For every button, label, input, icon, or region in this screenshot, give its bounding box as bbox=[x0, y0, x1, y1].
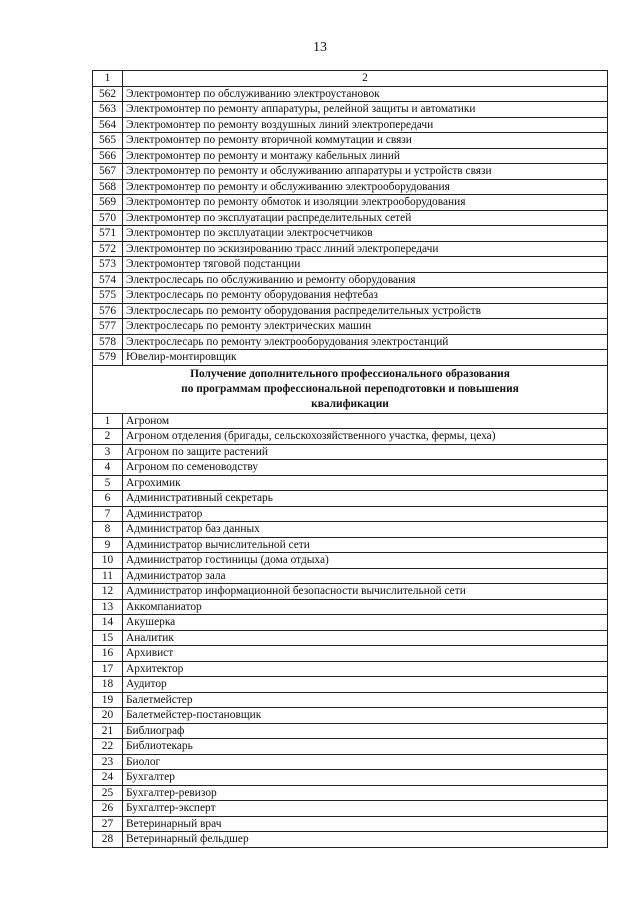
profession-name: Администратор bbox=[123, 506, 608, 522]
profession-name: Биолог bbox=[123, 754, 608, 770]
row-number: 563 bbox=[93, 102, 123, 118]
table-row bbox=[93, 615, 608, 631]
row-number: 579 bbox=[93, 350, 123, 366]
table-row bbox=[93, 272, 608, 288]
row-number: 13 bbox=[93, 599, 123, 615]
row-number: 564 bbox=[93, 117, 123, 133]
table-row bbox=[93, 770, 608, 786]
row-number: 20 bbox=[93, 708, 123, 724]
row-number: 25 bbox=[93, 785, 123, 801]
profession-name: Электрослесарь по обслуживанию и ремонту оборудования bbox=[123, 272, 608, 288]
row-number: 21 bbox=[93, 723, 123, 739]
profession-name: Акушерка bbox=[123, 615, 608, 631]
profession-name: Электромонтер по эксплуатации распределительных сетей bbox=[123, 210, 608, 226]
table-row bbox=[93, 195, 608, 211]
row-number: 22 bbox=[93, 739, 123, 755]
table-row bbox=[93, 226, 608, 242]
table-row bbox=[93, 288, 608, 304]
profession-name: Бухгалтер bbox=[123, 770, 608, 786]
table-row bbox=[93, 444, 608, 460]
profession-name: Бухгалтер-ревизор bbox=[123, 785, 608, 801]
profession-name: Электромонтер по эксплуатации электросчетчиков bbox=[123, 226, 608, 242]
table-row bbox=[93, 785, 608, 801]
table-row bbox=[93, 661, 608, 677]
table-row bbox=[93, 568, 608, 584]
row-number: 28 bbox=[93, 832, 123, 848]
profession-name: Ветеринарный врач bbox=[123, 816, 608, 832]
table-row bbox=[93, 553, 608, 569]
profession-name: Ветеринарный фельдшер bbox=[123, 832, 608, 848]
profession-name: Аудитор bbox=[123, 677, 608, 693]
profession-name: Электромонтер по эскизированию трасс линий электропередачи bbox=[123, 241, 608, 257]
row-number: 14 bbox=[93, 615, 123, 631]
row-number: 573 bbox=[93, 257, 123, 273]
profession-name: Бухгалтер-эксперт bbox=[123, 801, 608, 817]
table-row bbox=[93, 133, 608, 149]
profession-name: Электрослесарь по ремонту электрических машин bbox=[123, 319, 608, 335]
profession-name: Аккомпаниатор bbox=[123, 599, 608, 615]
table-row bbox=[93, 646, 608, 662]
row-number: 566 bbox=[93, 148, 123, 164]
row-number: 24 bbox=[93, 770, 123, 786]
table-row bbox=[93, 491, 608, 507]
profession-name: Агроном отделения (бригады, сельскохозяйственного участка, фермы, цеха) bbox=[123, 429, 608, 445]
row-number: 26 bbox=[93, 801, 123, 817]
table-row bbox=[93, 584, 608, 600]
profession-name: Администратор баз данных bbox=[123, 522, 608, 538]
professions-table bbox=[92, 70, 608, 848]
table-row bbox=[93, 148, 608, 164]
table-row bbox=[93, 257, 608, 273]
table-row bbox=[93, 599, 608, 615]
table-row bbox=[93, 303, 608, 319]
table-row bbox=[93, 677, 608, 693]
section-header-row bbox=[93, 365, 608, 413]
profession-name: Электромонтер по ремонту и монтажу кабельных линий bbox=[123, 148, 608, 164]
row-number: 565 bbox=[93, 133, 123, 149]
table-row bbox=[93, 334, 608, 350]
table-header-row bbox=[93, 71, 608, 87]
section-title-line: Получение дополнительного профессионального образования bbox=[190, 367, 510, 380]
table-row bbox=[93, 692, 608, 708]
table-row bbox=[93, 708, 608, 724]
profession-name: Агроном bbox=[123, 413, 608, 429]
table-row bbox=[93, 413, 608, 429]
row-number: 578 bbox=[93, 334, 123, 350]
profession-name: Аналитик bbox=[123, 630, 608, 646]
profession-name: Администратор вычислительной сети bbox=[123, 537, 608, 553]
table-row bbox=[93, 630, 608, 646]
profession-name: Электромонтер тяговой подстанции bbox=[123, 257, 608, 273]
section-title-line: по программам профессиональной переподготовки и повышения bbox=[181, 382, 519, 395]
table-row bbox=[93, 816, 608, 832]
row-number: 562 bbox=[93, 86, 123, 102]
section-title-line: квалификации bbox=[311, 397, 389, 410]
table-row bbox=[93, 179, 608, 195]
table-row bbox=[93, 102, 608, 118]
table-row bbox=[93, 801, 608, 817]
row-number: 23 bbox=[93, 754, 123, 770]
table-row bbox=[93, 319, 608, 335]
profession-name: Балетмейстер bbox=[123, 692, 608, 708]
table-row bbox=[93, 754, 608, 770]
row-number: 1 bbox=[93, 413, 123, 429]
table-row bbox=[93, 164, 608, 180]
profession-name: Архивист bbox=[123, 646, 608, 662]
row-number: 9 bbox=[93, 537, 123, 553]
profession-name: Электромонтер по ремонту аппаратуры, релейной защиты и автоматики bbox=[123, 102, 608, 118]
row-number: 17 bbox=[93, 661, 123, 677]
table-row bbox=[93, 210, 608, 226]
header-col-2: 2 bbox=[123, 71, 608, 87]
row-number: 569 bbox=[93, 195, 123, 211]
row-number: 574 bbox=[93, 272, 123, 288]
profession-name: Агроном по защите растений bbox=[123, 444, 608, 460]
profession-name: Балетмейстер-постановщик bbox=[123, 708, 608, 724]
profession-name: Библиограф bbox=[123, 723, 608, 739]
row-number: 18 bbox=[93, 677, 123, 693]
profession-name: Электромонтер по ремонту воздушных линий электропередачи bbox=[123, 117, 608, 133]
row-number: 567 bbox=[93, 164, 123, 180]
profession-name: Электромонтер по ремонту обмоток и изоляции электрооборудования bbox=[123, 195, 608, 211]
profession-name: Электрослесарь по ремонту оборудования распределительных устройств bbox=[123, 303, 608, 319]
table-row bbox=[93, 350, 608, 366]
row-number: 6 bbox=[93, 491, 123, 507]
profession-name: Архитектор bbox=[123, 661, 608, 677]
table-row bbox=[93, 506, 608, 522]
row-number: 576 bbox=[93, 303, 123, 319]
profession-name: Агрохимик bbox=[123, 475, 608, 491]
page-number: 13 bbox=[313, 40, 327, 55]
table-row bbox=[93, 537, 608, 553]
row-number: 2 bbox=[93, 429, 123, 445]
row-number: 12 bbox=[93, 584, 123, 600]
table-row bbox=[93, 429, 608, 445]
table-row bbox=[93, 475, 608, 491]
header-col-1: 1 bbox=[93, 71, 123, 87]
row-number: 3 bbox=[93, 444, 123, 460]
table-row bbox=[93, 241, 608, 257]
profession-name: Администратор гостиницы (дома отдыха) bbox=[123, 553, 608, 569]
row-number: 572 bbox=[93, 241, 123, 257]
professions-table-body bbox=[93, 71, 608, 848]
row-number: 11 bbox=[93, 568, 123, 584]
table-row bbox=[93, 739, 608, 755]
profession-name: Электромонтер по обслуживанию электроустановок bbox=[123, 86, 608, 102]
profession-name: Электрослесарь по ремонту электрооборудования электростанций bbox=[123, 334, 608, 350]
profession-name: Электрослесарь по ремонту оборудования нефтебаз bbox=[123, 288, 608, 304]
table-row bbox=[93, 460, 608, 476]
row-number: 10 bbox=[93, 553, 123, 569]
profession-name: Ювелир-монтировщик bbox=[123, 350, 608, 366]
table-row bbox=[93, 832, 608, 848]
profession-name: Администратор информационной безопасности вычислительной сети bbox=[123, 584, 608, 600]
row-number: 7 bbox=[93, 506, 123, 522]
row-number: 570 bbox=[93, 210, 123, 226]
profession-name: Электромонтер по ремонту и обслуживанию аппаратуры и устройств связи bbox=[123, 164, 608, 180]
row-number: 571 bbox=[93, 226, 123, 242]
row-number: 19 bbox=[93, 692, 123, 708]
profession-name: Электромонтер по ремонту вторичной коммутации и связи bbox=[123, 133, 608, 149]
row-number: 568 bbox=[93, 179, 123, 195]
profession-name: Администратор зала bbox=[123, 568, 608, 584]
table-row bbox=[93, 117, 608, 133]
row-number: 8 bbox=[93, 522, 123, 538]
profession-name: Электромонтер по ремонту и обслуживанию электрооборудования bbox=[123, 179, 608, 195]
row-number: 15 bbox=[93, 630, 123, 646]
table-row bbox=[93, 522, 608, 538]
row-number: 4 bbox=[93, 460, 123, 476]
table-row bbox=[93, 86, 608, 102]
row-number: 5 bbox=[93, 475, 123, 491]
profession-name: Агроном по семеноводству bbox=[123, 460, 608, 476]
row-number: 27 bbox=[93, 816, 123, 832]
row-number: 577 bbox=[93, 319, 123, 335]
profession-name: Библиотекарь bbox=[123, 739, 608, 755]
table-row bbox=[93, 723, 608, 739]
row-number: 16 bbox=[93, 646, 123, 662]
section-title bbox=[93, 365, 608, 413]
profession-name: Административный секретарь bbox=[123, 491, 608, 507]
row-number: 575 bbox=[93, 288, 123, 304]
